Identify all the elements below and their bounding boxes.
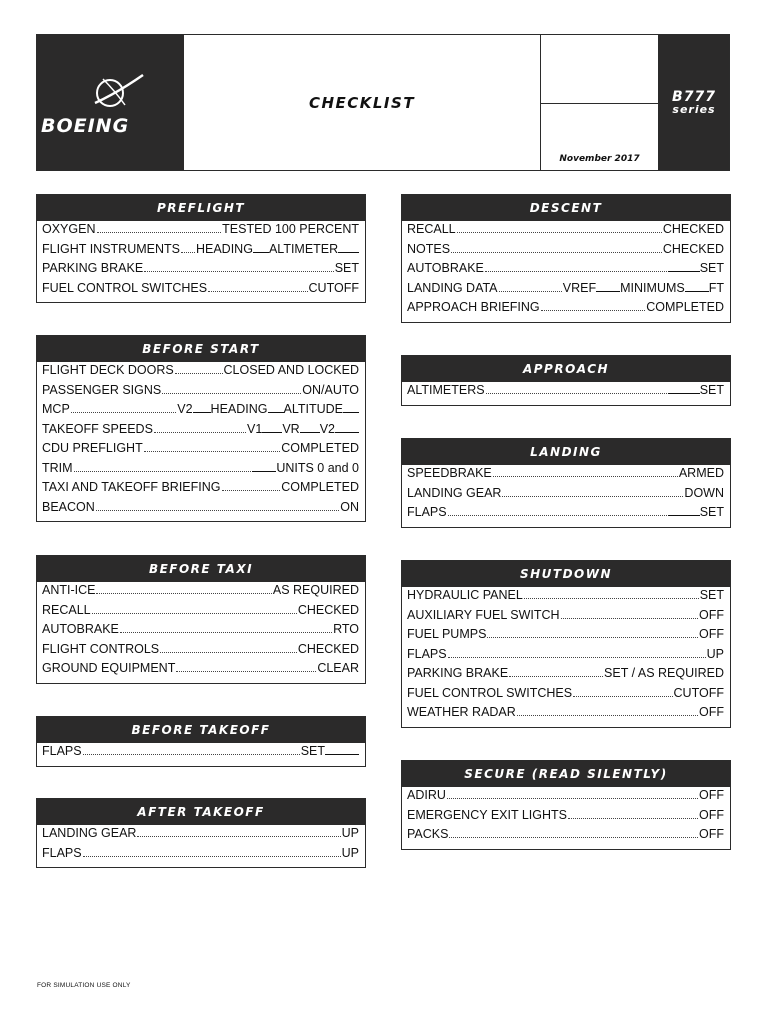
revision-date: November 2017 [559, 154, 640, 164]
checklist-row: FLIGHT INSTRUMENTS HEADING ALTIMETER [37, 242, 365, 262]
checklist-row: TAKEOFF SPEEDS V1 VR V2 [37, 422, 365, 442]
checklist-row: TRIM UNITS 0 and 0 [42, 460, 359, 475]
section-title: BEFORE START [37, 336, 365, 362]
section-title: SHUTDOWN [402, 561, 730, 587]
checklist-row: PASSENGER SIGNS ON/AUTO [42, 382, 359, 397]
section-title: APPROACH [402, 356, 730, 382]
date-blank-cell [541, 35, 658, 104]
checklist-row: GROUND EQUIPMENT CLEAR [42, 661, 359, 675]
checklist-row: FLIGHT CONTROLS CHECKED [42, 641, 359, 656]
section-title: LANDING [402, 439, 730, 465]
checklist-row: FLAPS UP [42, 845, 359, 860]
date-panel [541, 35, 659, 170]
brand-wordmark: BOEING [41, 115, 130, 137]
section-title: SECURE (READ SILENTLY) [402, 761, 730, 787]
checklist-row: LANDING DATA VREF MINIMUMS FT [407, 280, 724, 295]
section-descent [401, 194, 731, 323]
checklist-row: PARKING BRAKE SET / AS REQUIRED [407, 666, 724, 680]
checklist-row: NOTES CHECKED [407, 241, 724, 256]
checklist-row: PACKS OFF [407, 827, 724, 841]
section-title: BEFORE TAXI [37, 556, 365, 582]
aircraft-model: B777 [672, 88, 716, 105]
aircraft-series: series [672, 102, 716, 116]
checklist-row: FLAPS SET [37, 744, 365, 764]
checklist-row: LANDING GEAR UP [42, 826, 359, 840]
checklist-row: RECALL CHECKED [42, 602, 359, 617]
section-landing [401, 438, 731, 528]
footer-note: FOR SIMULATION USE ONLY [37, 982, 131, 989]
checklist-row: OXYGEN TESTED 100 PERCENT [42, 222, 359, 236]
model-panel [659, 35, 729, 170]
checklist-header [36, 34, 730, 171]
checklist-row: ALTIMETERS SET [407, 383, 724, 397]
checklist-row: AUXILIARY FUEL SWITCH OFF [407, 607, 724, 622]
checklist-row: FLAPS UP [407, 646, 724, 661]
section-preflight [36, 194, 366, 303]
section-title: DESCENT [402, 195, 730, 221]
checklist-row: FUEL CONTROL SWITCHES CUTOFF [42, 280, 359, 295]
checklist-row: RECALL CHECKED [407, 222, 724, 236]
checklist-row: LANDING GEAR DOWN [407, 485, 724, 500]
checklist-row: MCP V2 HEADING ALTITUDE [37, 402, 365, 422]
checklist-row: AUTOBRAKE SET [407, 261, 724, 275]
checklist-row: SPEEDBRAKE ARMED [407, 466, 724, 480]
checklist-row: FLIGHT DECK DOORS CLOSED AND LOCKED [42, 363, 359, 377]
checklist-row: FUEL CONTROL SWITCHES CUTOFF [407, 685, 724, 700]
section-title: PREFLIGHT [37, 195, 365, 221]
checklist-row: FLAPS SET [407, 505, 724, 519]
section-before-taxi [36, 555, 366, 684]
checklist-row: HYDRAULIC PANEL SET [407, 588, 724, 602]
checklist-row: ADIRU OFF [407, 788, 724, 802]
checklist-row: AUTOBRAKE RTO [42, 622, 359, 636]
checklist-row: EMERGENCY EXIT LIGHTS OFF [407, 807, 724, 822]
checklist-row: FUEL PUMPS OFF [407, 627, 724, 641]
checklist-row: PARKING BRAKE SET [42, 261, 359, 275]
section-approach [401, 355, 731, 406]
section-before-start [36, 335, 366, 522]
checklist-row: TAXI AND TAKEOFF BRIEFING COMPLETED [42, 480, 359, 494]
title-panel [184, 35, 541, 170]
boeing-logo-icon [37, 35, 184, 172]
checklist-row: CDU PREFLIGHT COMPLETED [42, 441, 359, 455]
section-before-takeoff [36, 716, 366, 767]
logo-panel [37, 35, 184, 170]
checklist-row: WEATHER RADAR OFF [407, 705, 724, 719]
checklist-row: ANTI-ICE AS REQUIRED [42, 583, 359, 597]
checklist-row: BEACON ON [42, 499, 359, 514]
page-title: CHECKLIST [308, 93, 416, 112]
section-after-takeoff [36, 798, 366, 868]
section-title: BEFORE TAKEOFF [37, 717, 365, 743]
section-shutdown [401, 560, 731, 728]
section-secure [401, 760, 731, 850]
section-title: AFTER TAKEOFF [37, 799, 365, 825]
checklist-row: APPROACH BRIEFING COMPLETED [407, 300, 724, 314]
